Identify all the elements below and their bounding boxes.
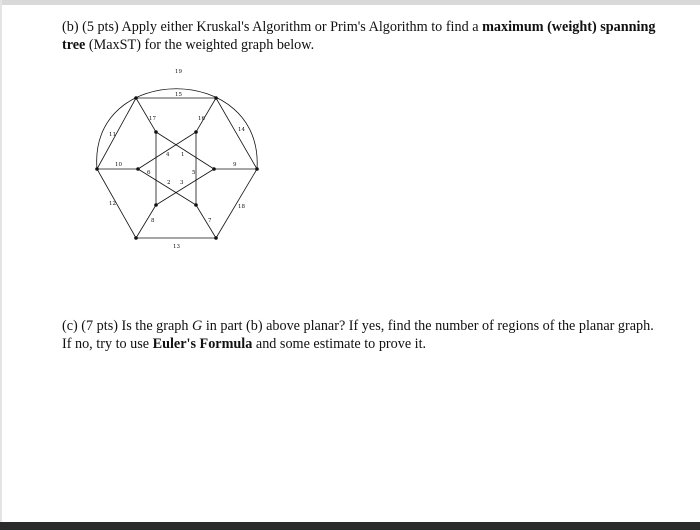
weight-label: 13 [173,244,180,250]
weight-label: 17 [149,116,156,122]
weight-label: 16 [198,116,205,122]
vertex [214,96,218,100]
weight-label: 3 [180,180,184,186]
vertex [136,167,140,171]
part-c-bold-term: Euler's Formula [152,336,253,352]
weight-label: 11 [109,132,116,138]
edge-star-2 [138,132,196,169]
vertex [212,167,216,171]
edge-upper-left-outer [97,98,136,169]
graph-vertices [95,96,259,240]
weight-label: 15 [175,92,182,98]
vertex [134,96,138,100]
problem-part-c [62,317,662,353]
part-c-graph-variable: G [192,318,203,334]
weight-label: 14 [238,127,245,133]
vertex [154,130,158,134]
weight-label: 6 [147,170,151,176]
vertex [255,167,259,171]
part-b-prefix: (b) (5 pts) Apply either Kruskal's Algorithm or Prim's Algorithm to find a [62,19,483,35]
vertex [194,203,198,207]
edge-star-6 [156,169,214,205]
edge-lower-right-outer [216,169,257,238]
weight-label: 12 [109,201,116,207]
vertex [134,236,138,240]
edge-upper-left-inner [136,98,156,132]
weight-label: 2 [167,180,171,186]
part-c-middle: in part (b) above planar? If yes, find the number of regions of the planar graph. If no, try to use [62,318,654,352]
vertex [194,130,198,134]
part-c-prefix: (c) (7 pts) Is the graph [62,318,193,334]
weight-label: 9 [233,162,237,168]
weight-label: 5 [192,170,196,176]
edge-star-1 [156,132,214,169]
edge-outer-arc [97,89,258,169]
part-c-suffix: and some estimate to prove it. [252,336,427,352]
weight-label: 4 [166,152,170,158]
edge-upper-right-outer [216,98,257,169]
edge-lower-left-outer [97,169,136,238]
weight-label: 7 [208,218,212,224]
vertex [154,203,158,207]
weight-label: 10 [115,162,122,168]
window-bottom-bar [0,522,700,530]
part-b-suffix: (MaxST) for the weighted graph below. [85,37,315,53]
part-b-bold-term: maximum (weight) spanning tree [62,19,656,53]
vertex [214,236,218,240]
weight-label: 18 [238,204,245,210]
edge-lower-right-inner [196,205,216,238]
vertex [95,167,99,171]
weight-label: 8 [151,218,155,224]
weight-label: 19 [175,69,182,75]
weight-label: 1 [181,152,185,158]
edge-upper-right-inner [196,98,216,132]
